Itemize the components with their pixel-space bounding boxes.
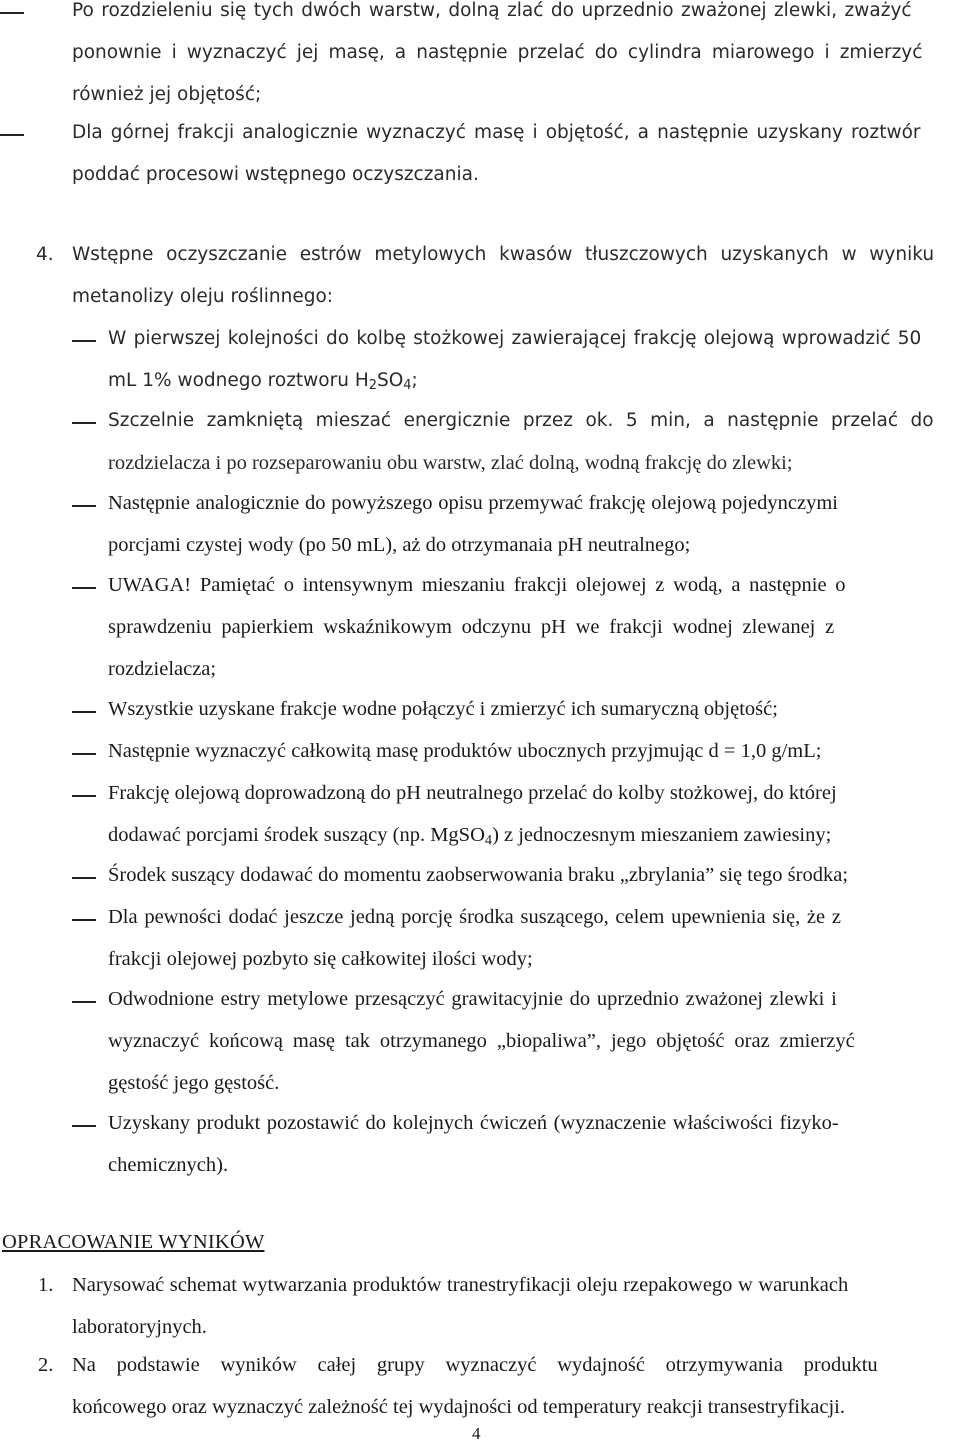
step-line: Środek suszący dodawać do momentu zaobserwowania braku „zbrylania” się tego środka; (108, 864, 849, 886)
dash-bullet-icon (72, 711, 96, 713)
step-item (72, 698, 960, 738)
step-item (72, 1112, 960, 1192)
step-text: mL 1% wodnego roztworu H (108, 370, 369, 391)
step-line: frakcji olejowej pozbyto się całkowitej ilości wody; (108, 948, 533, 970)
section-title-line: metanolizy oleju roślinnego: (72, 286, 334, 307)
item-line: Na podstawie wyników całej grupy wyznaczyć wydajność otrzymywania produktu (72, 1354, 878, 1376)
dash-bullet-icon (0, 12, 24, 14)
step-line: Odwodnione estry metylowe przesączyć grawitacyjnie do uprzednio zważonej zlewki i (108, 988, 837, 1010)
step-text: SO (376, 370, 404, 391)
subscript: 4 (403, 378, 412, 394)
step-line: Dla pewności dodać jeszcze jedną porcję środka suszącego, celem upewnienia się, że z (108, 906, 841, 928)
step-item (72, 492, 960, 572)
step-line (108, 824, 831, 847)
step-item (72, 574, 960, 698)
step-item (72, 906, 960, 986)
step-line: porcjami czystej wody (po 50 mL), aż do otrzymanaia pH neutralnego; (108, 534, 691, 556)
step-line: wyznaczyć końcową masę tak otrzymanego „biopaliwa”, jego objętość oraz zmierzyć (108, 1030, 855, 1052)
results-item (38, 1354, 958, 1434)
step-text: ; (411, 370, 418, 391)
dash-bullet-icon (72, 877, 96, 879)
section-number: 4. (36, 244, 54, 265)
dash-bullet-icon (72, 422, 96, 424)
dash-bullet-icon (72, 340, 96, 342)
bullet-line: poddać procesowi wstępnego oczyszczania. (72, 164, 479, 185)
step-line: sprawdzeniu papierkiem wskaźnikowym odczynu pH we frakcji wodnej zlewanej z (108, 616, 835, 638)
bullet-line: ponownie i wyznaczyć jej masę, a następnie przelać do cylindra miarowego i zmierzyć (72, 42, 923, 63)
dash-bullet-icon (72, 505, 96, 507)
bullet-item (0, 122, 960, 202)
step-item (72, 410, 960, 490)
step-line: Następnie wyznaczyć całkowitą masę produktów ubocznych przyjmując d = 1,0 g/mL; (108, 740, 822, 762)
dash-bullet-icon (72, 587, 96, 589)
step-line: chemicznych). (108, 1154, 229, 1176)
step-line: gęstość jego gęstość. (108, 1072, 280, 1094)
step-item (72, 328, 960, 408)
section-heading (36, 244, 960, 314)
results-item (38, 1274, 958, 1354)
step-line: rozdzielacza; (108, 658, 217, 680)
item-number: 1. (38, 1274, 54, 1296)
step-item (72, 782, 960, 862)
bullet-line: Dla górnej frakcji analogicznie wyznaczyć masę i objętość, a następnie uzyskany roztwór (72, 122, 921, 143)
step-line: Uzyskany produkt pozostawić do kolejnych ćwiczeń (wyznaczenie właściwości fizyko- (108, 1112, 839, 1134)
dash-bullet-icon (72, 795, 96, 797)
bullet-item (0, 0, 960, 120)
step-line: Wszystkie uzyskane frakcje wodne połączyć i zmierzyć ich sumaryczną objętość; (108, 698, 778, 720)
bullet-line: Po rozdzieleniu się tych dwóch warstw, dolną zlać do uprzednio zważonej zlewki, zważyć (72, 0, 912, 21)
item-number: 2. (38, 1354, 54, 1376)
step-item (72, 740, 960, 780)
step-line (108, 370, 418, 394)
dash-bullet-icon (72, 1001, 96, 1003)
item-line: końcowego oraz wyznaczyć zależność tej wydajności od temperatury reakcji transestryfikacji. (72, 1396, 845, 1418)
step-line: Frakcję olejową doprowadzoną do pH neutralnego przelać do kolby stożkowej, do której (108, 782, 837, 804)
step-line: Następnie analogicznie do powyższego opisu przemywać frakcję olejową pojedynczymi (108, 492, 838, 514)
step-item (72, 864, 960, 904)
subscript: 2 (368, 378, 377, 394)
subscript: 4 (484, 832, 493, 849)
step-item (72, 988, 960, 1112)
step-line: W pierwszej kolejności do kolbę stożkowej zawierającej frakcję olejową wprowadzić 50 (108, 328, 922, 349)
step-text: ) z jednoczesnym mieszaniem zawiesiny; (492, 824, 832, 846)
dash-bullet-icon (72, 1125, 96, 1127)
section-title-line: Wstępne oczyszczanie estrów metylowych kwasów tłuszczowych uzyskanych w wyniku (72, 244, 935, 265)
item-line: Narysować schemat wytwarzania produktów tranestryfikacji oleju rzepakowego w warunkach (72, 1274, 849, 1296)
dash-bullet-icon (0, 134, 24, 136)
bullet-line: również jej objętość; (72, 84, 262, 105)
results-heading: OPRACOWANIE WYNIKÓW (2, 1231, 265, 1253)
item-line: laboratoryjnych. (72, 1316, 207, 1338)
step-line: rozdzielacza i po rozseparowaniu obu warstw, zlać dolną, wodną frakcję do zlewki; (108, 452, 793, 474)
dash-bullet-icon (72, 919, 96, 921)
step-line: UWAGA! Pamiętać o intensywnym mieszaniu frakcji olejowej z wodą, a następnie o (108, 574, 846, 596)
step-text: dodawać porcjami środek suszący (np. MgSO (108, 824, 485, 846)
step-line: Szczelnie zamkniętą mieszać energicznie przez ok. 5 min, a następnie przelać do (108, 410, 934, 431)
dash-bullet-icon (72, 753, 96, 755)
page-number: 4 (472, 1424, 481, 1443)
